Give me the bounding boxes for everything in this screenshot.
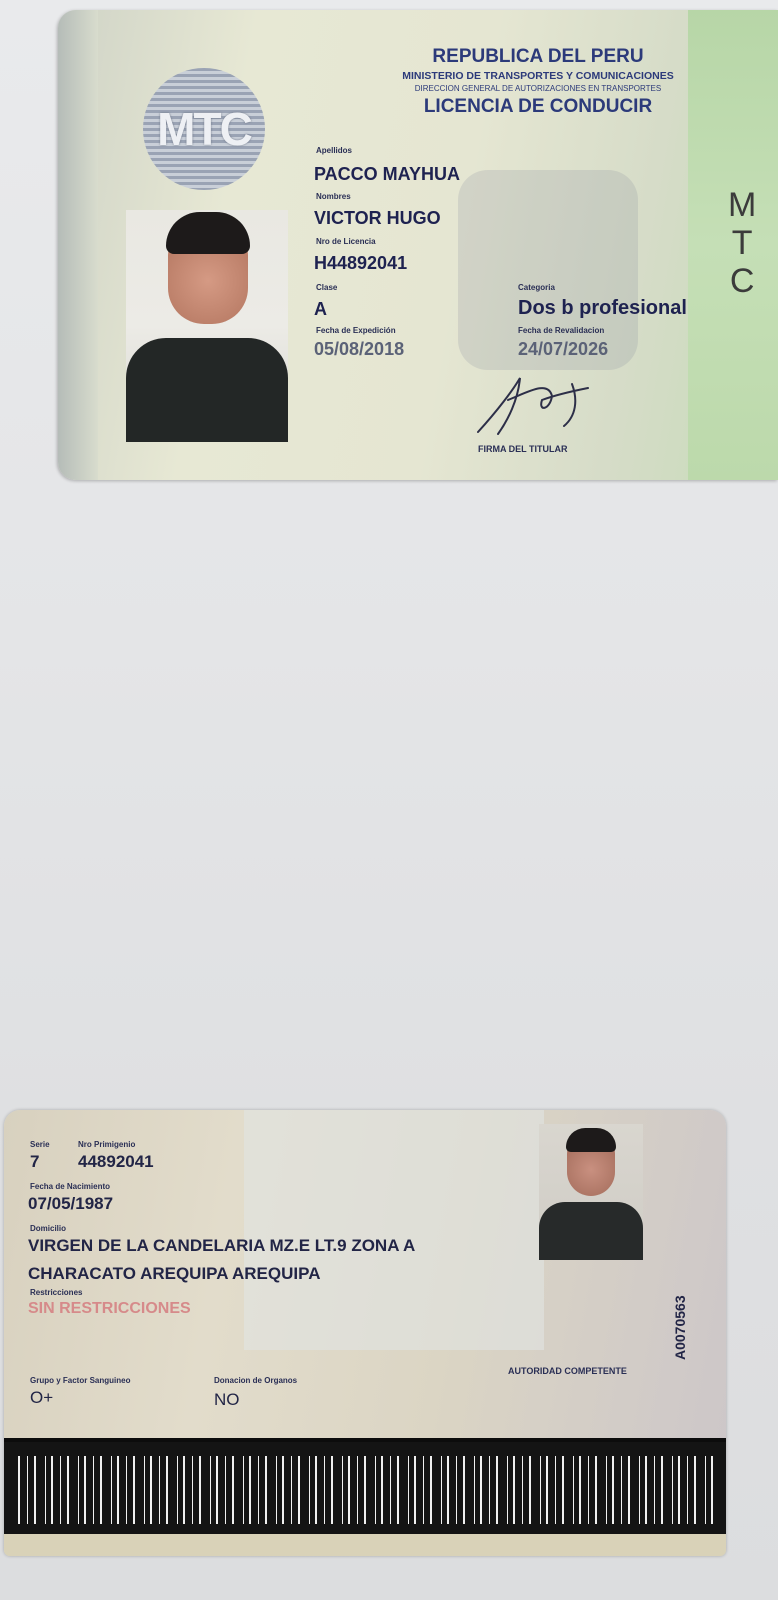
license-back-card <box>4 1110 726 1556</box>
direction-title: DIRECCION GENERAL DE AUTORIZACIONES EN TRANSPORTES <box>414 84 662 93</box>
license-front-card <box>58 10 778 480</box>
holder-photo-small <box>539 1124 643 1260</box>
ministry-title: MINISTERIO DE TRANSPORTES Y COMUNICACIONES <box>402 70 674 82</box>
serie-label: Serie <box>30 1140 50 1149</box>
domicilio-line-2: CHARACATO AREQUIPA AREQUIPA <box>28 1264 321 1283</box>
licencia-value: H44892041 <box>314 253 408 273</box>
expedicion-value: 05/08/2018 <box>314 339 405 359</box>
card-serial-number: A0070563 <box>672 1295 688 1360</box>
expedicion-label: Fecha de Expedición <box>316 326 396 335</box>
barcode-bars <box>18 1456 716 1524</box>
side-letter-m: M <box>728 186 757 224</box>
revalidacion-label: Fecha de Revalidacion <box>518 326 605 335</box>
holder-photo <box>126 210 288 442</box>
card-bottom-band <box>4 1534 726 1556</box>
clase-label: Clase <box>316 283 338 292</box>
donacion-label: Donacion de Organos <box>214 1376 298 1385</box>
sangre-label: Grupo y Factor Sanguineo <box>30 1376 131 1385</box>
donacion-value: NO <box>214 1390 240 1409</box>
categoria-value: Dos b profesional <box>518 297 687 319</box>
holder-signature <box>468 370 618 440</box>
categoria-label: Categoria <box>518 283 555 292</box>
photo-body <box>126 338 288 442</box>
country-title: REPUBLICA DEL PERU <box>432 46 644 67</box>
restricciones-value: SIN RESTRICCIONES <box>28 1300 191 1317</box>
apellidos-label: Apellidos <box>316 146 353 155</box>
nacimiento-value: 07/05/1987 <box>28 1194 114 1213</box>
seal-text: MTC <box>157 103 251 155</box>
primigenio-label: Nro Primigenio <box>78 1140 136 1149</box>
document-title: LICENCIA DE CONDUCIR <box>423 96 653 117</box>
barcode-strip <box>4 1438 726 1534</box>
domicilio-line-1: VIRGEN DE LA CANDELARIA MZ.E LT.9 ZONA A <box>28 1236 416 1255</box>
card-left-strip <box>58 10 98 480</box>
side-letters <box>728 186 756 300</box>
nombres-label: Nombres <box>316 192 351 201</box>
autoridad-label: AUTORIDAD COMPETENTE <box>508 1366 627 1376</box>
nombres-value: VICTOR HUGO <box>314 208 441 228</box>
sangre-value: O+ <box>30 1388 54 1407</box>
side-letter-t: T <box>731 224 753 262</box>
photo-small-hair <box>566 1128 616 1152</box>
clase-value: A <box>314 299 327 319</box>
apellidos-value: PACCO MAYHUA <box>314 164 461 184</box>
domicilio-label: Domicilio <box>30 1224 67 1233</box>
firma-label: FIRMA DEL TITULAR <box>478 444 568 454</box>
photo-small-body <box>539 1202 643 1260</box>
licencia-label: Nro de Licencia <box>316 237 376 246</box>
back-watermark-panel <box>244 1110 544 1350</box>
serie-value: 7 <box>30 1152 40 1171</box>
nacimiento-label: Fecha de Nacimiento <box>30 1182 111 1191</box>
primigenio-value: 44892041 <box>78 1152 154 1171</box>
side-letter-c: C <box>729 262 755 300</box>
revalidacion-value: 24/07/2026 <box>518 339 609 359</box>
mtc-seal-logo <box>143 68 265 190</box>
photo-hair <box>166 212 250 254</box>
restricciones-label: Restricciones <box>30 1288 83 1297</box>
